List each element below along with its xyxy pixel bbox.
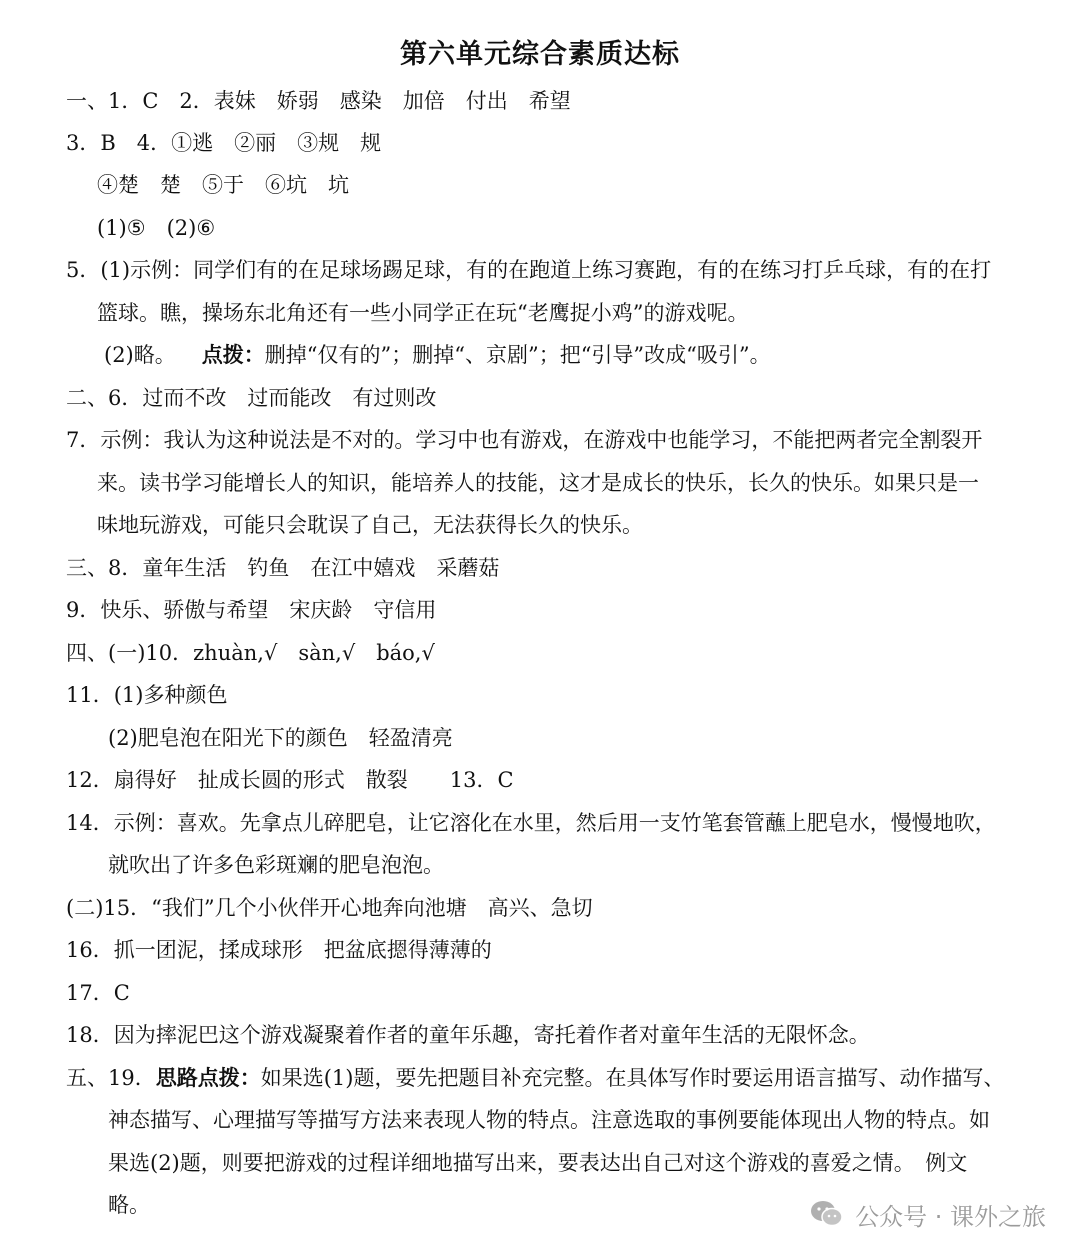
answer-line-8: 二、6．过而不改 过而能改 有过则改 [66, 386, 437, 410]
answer-line-4: (1)⑤ (2)⑥ [97, 216, 216, 240]
answer-line-1: 一、1．C 2．表妹 娇弱 感染 加倍 付出 希望 [66, 89, 571, 113]
answer-line-10: 来。读书学习能增长人的知识，能培养人的技能，这才是成长的快乐，长久的快乐。如果只是一 [97, 471, 979, 495]
answer-line-2: 3．B 4．①逃 ②丽 ③规 规 [66, 131, 382, 155]
answer-line-14: 四、(一)10．zhuàn,√ sàn,√ báo,√ [66, 641, 435, 665]
answer-text: 删掉“仅有的”；删掉“、京剧”；把“引导”改成“吸引”。 [264, 343, 771, 367]
answer-line-11: 味地玩游戏，可能只会耽误了自己，无法获得长久的快乐。 [97, 513, 643, 537]
answer-line-16: (2)肥皂泡在阳光下的颜色 轻盈清亮 [108, 726, 453, 750]
answer-line-15: 11．(1)多种颜色 [66, 683, 228, 707]
answer-line-3: ④楚 楚 ⑤于 ⑥坑 坑 [97, 173, 349, 197]
answer-line-20: (二)15．“我们”几个小伙伴开心地奔向池塘 高兴、急切 [66, 896, 593, 920]
answer-line-5: 5．(1)示例：同学们有的在足球场踢足球，有的在跑道上练习赛跑，有的在练习打乒乓球，有的在打 [66, 258, 992, 282]
answer-text: (2)略。 [104, 343, 176, 367]
answer-line-18: 14．示例：喜欢。先拿点儿碎肥皂，让它溶化在水里，然后用一支竹笔套管蘸上肥皂水，慢慢地吹， [66, 811, 996, 835]
answer-line-19: 就吹出了许多色彩斑斓的肥皂泡泡。 [108, 853, 444, 877]
answer-line-17: 12．扇得好 扯成长圆的形式 散裂 13．C [66, 768, 514, 792]
answer-line-12: 三、8．童年生活 钓鱼 在江中嬉戏 采蘑菇 [66, 556, 500, 580]
answer-line-7 [104, 340, 771, 370]
hint-label: 思路点拨： [155, 1065, 261, 1090]
answer-line-24 [66, 1063, 1004, 1093]
answer-line-6: 篮球。瞧，操场东北角还有一些小同学正在玩“老鹰捉小鸡”的游戏呢。 [97, 301, 749, 325]
answer-line-27: 略。 [108, 1193, 150, 1217]
answer-text: 如果选(1)题，要先把题目补充完整。在具体写作时要运用语言描写、动作描写、 [260, 1066, 1005, 1090]
watermark [809, 1196, 1046, 1232]
answer-line-21: 16．抓一团泥，揉成球形 把盆底摁得薄薄的 [66, 938, 492, 962]
answer-line-23: 18．因为摔泥巴这个游戏凝聚着作者的童年乐趣，寄托着作者对童年生活的无限怀念。 [66, 1023, 870, 1047]
answer-line-9: 7．示例：我认为这种说法是不对的。学习中也有游戏，在游戏中也能学习，不能把两者完全割裂开 [66, 428, 983, 452]
answer-line-25: 神态描写、心理描写等描写方法来表现人物的特点。注意选取的事例要能体现出人物的特点。如 [108, 1108, 990, 1132]
page-title: 第六单元综合素质达标 [400, 39, 680, 70]
wechat-icon [809, 1198, 845, 1230]
answer-line-26: 果选(2)题，则要把游戏的过程详细地描写出来，要表达出自己对这个游戏的喜爱之情。 例文 [108, 1151, 968, 1175]
watermark-text: 公众号 · 课外之旅 [855, 1202, 1046, 1231]
answer-line-13: 9．快乐、骄傲与希望 宋庆龄 守信用 [66, 598, 437, 622]
answer-line-22: 17．C [66, 981, 130, 1005]
answer-text: 五、19． [66, 1066, 156, 1090]
hint-label: 点拨： [201, 342, 265, 367]
